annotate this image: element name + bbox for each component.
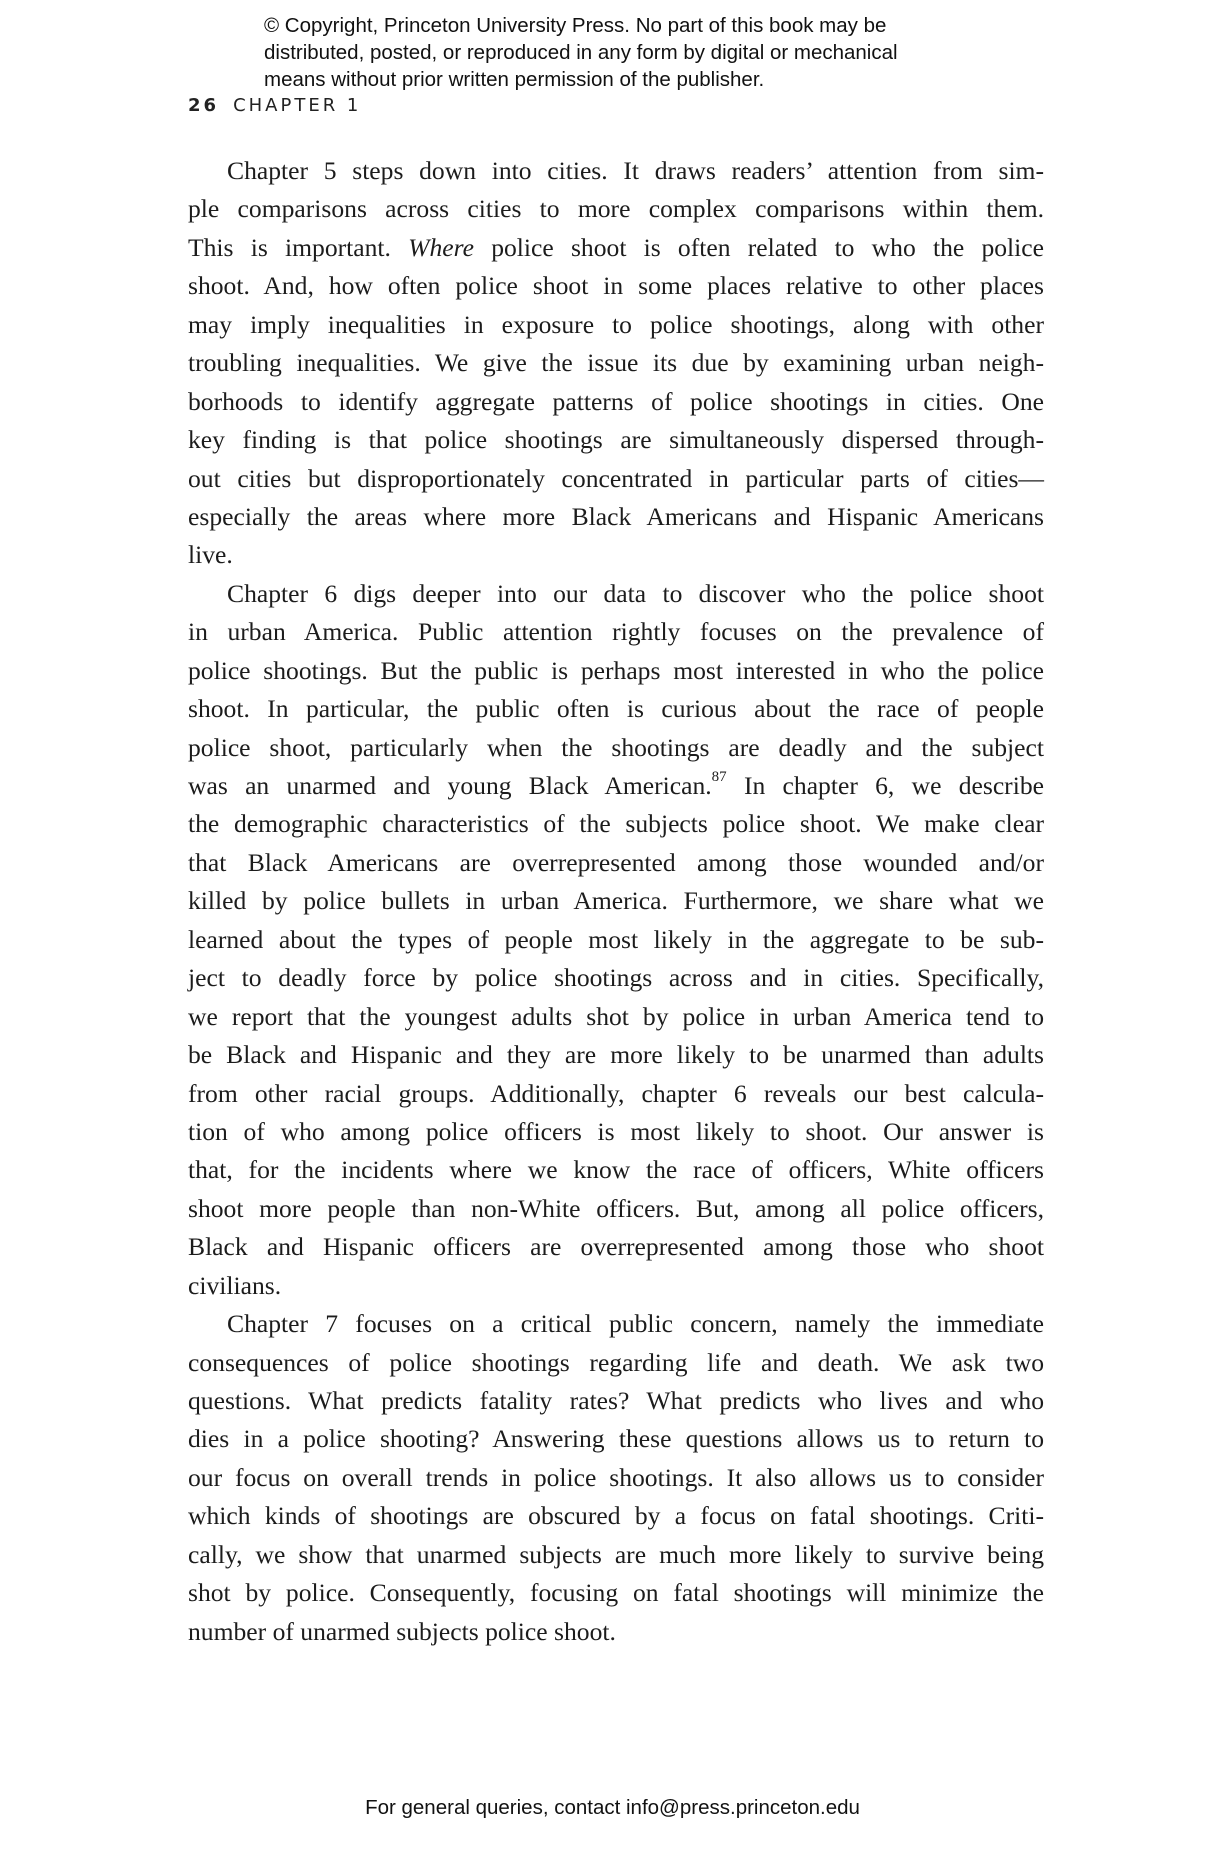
text-line: Chapter 5 steps down into cities. It draws readers’ attention from sim- (227, 156, 1044, 185)
text-line: key finding is that police shootings are simultaneously dispersed through- (188, 425, 1044, 455)
text-line: killed by police bullets in urban America. Furthermore, we share what we (188, 886, 1044, 916)
text-line: shot by police. Consequently, focusing on fatal shootings will minimize the (188, 1578, 1044, 1608)
text-line: especially the areas where more Black Americans and Hispanic Americans (188, 501, 1044, 531)
text-line: tion of who among police officers is most likely to shoot. Our answer is (188, 1116, 1044, 1146)
text-line: Chapter 7 focuses on a critical public concern, namely the immediate (227, 1309, 1044, 1339)
paragraph (188, 152, 1044, 575)
text-line: number of unarmed subjects police shoot. (188, 1616, 616, 1646)
text-line: learned about the types of people most likely in the aggregate to be sub- (188, 924, 1044, 954)
text-line: troubling inequalities. We give the issue its due by examining urban neigh- (188, 348, 1044, 378)
text-line: This is important. Where police shoot is often related to who the police (188, 232, 1044, 262)
running-head (188, 95, 361, 116)
text-line: which kinds of shootings are obscured by a focus on fatal shootings. Criti- (188, 1501, 1044, 1531)
text-line: cally, we show that unarmed subjects are much more likely to survive being (188, 1539, 1044, 1569)
footer-contact: For general queries, contact info@press.princeton.edu (365, 1796, 860, 1819)
text-line: police shoot, particularly when the shootings are deadly and the subject (188, 732, 1044, 762)
text-line: out cities but disproportionately concentrated in particular parts of cities— (188, 463, 1044, 493)
text-line: shoot. And, how often police shoot in some places relative to other places (188, 271, 1044, 301)
text-line: we report that the youngest adults shot by police in urban America tend to (188, 1001, 1044, 1031)
text-line: dies in a police shooting? Answering these questions allows us to return to (188, 1424, 1044, 1454)
text-line: police shootings. But the public is perhaps most interested in who the police (188, 655, 1044, 685)
page-number: 26 (188, 95, 220, 116)
text-line: Black and Hispanic officers are overrepresented among those who shoot (188, 1232, 1044, 1262)
text-line: in urban America. Public attention rightly focuses on the prevalence of (188, 617, 1044, 647)
paragraph (188, 575, 1044, 1305)
chapter-label: CHAPTER 1 (233, 95, 362, 116)
text-line: ple comparisons across cities to more complex comparisons within them. (188, 194, 1044, 224)
text-line: be Black and Hispanic and they are more likely to be unarmed than adults (188, 1040, 1044, 1070)
text-line: live. (188, 540, 233, 570)
copyright-line: distributed, posted, or reproduced in any form by digital or mechanical (264, 41, 898, 64)
copyright-line: means without prior written permission of the publisher. (264, 68, 765, 91)
text-line: Chapter 6 digs deeper into our data to discover who the police shoot (227, 578, 1044, 608)
text-line: was an unarmed and young Black American.$^{87}$ In chapter 6, we describe (188, 769, 1044, 800)
text-line: shoot. In particular, the public often is curious about the race of people (188, 694, 1044, 724)
text-line: ject to deadly force by police shootings across and in cities. Specifically, (188, 963, 1044, 993)
text-line: borhoods to identify aggregate patterns of police shootings in cities. One (188, 386, 1044, 416)
text-line: from other racial groups. Additionally, chapter 6 reveals our best calcula- (188, 1078, 1044, 1108)
text-line: that, for the incidents where we know the race of officers, White officers (188, 1155, 1044, 1185)
text-line: the demographic characteristics of the subjects police shoot. We make clear (188, 809, 1044, 839)
paragraph (188, 1305, 1044, 1651)
copyright-notice (264, 12, 1024, 93)
text-line: our focus on overall trends in police shootings. It also allows us to consider (188, 1462, 1044, 1492)
text-line: consequences of police shootings regarding life and death. We ask two (188, 1347, 1044, 1377)
copyright-line: © Copyright, Princeton University Press. No part of this book may be (264, 14, 887, 37)
text-line: that Black Americans are overrepresented among those wounded and/or (188, 847, 1044, 877)
text-line: may imply inequalities in exposure to police shootings, along with other (188, 309, 1044, 339)
body-text (188, 152, 1044, 1651)
text-line: civilians. (188, 1270, 282, 1300)
text-line: questions. What predicts fatality rates? What predicts who lives and who (188, 1386, 1044, 1415)
text-line: shoot more people than non-White officers. But, among all police officers, (188, 1193, 1044, 1223)
